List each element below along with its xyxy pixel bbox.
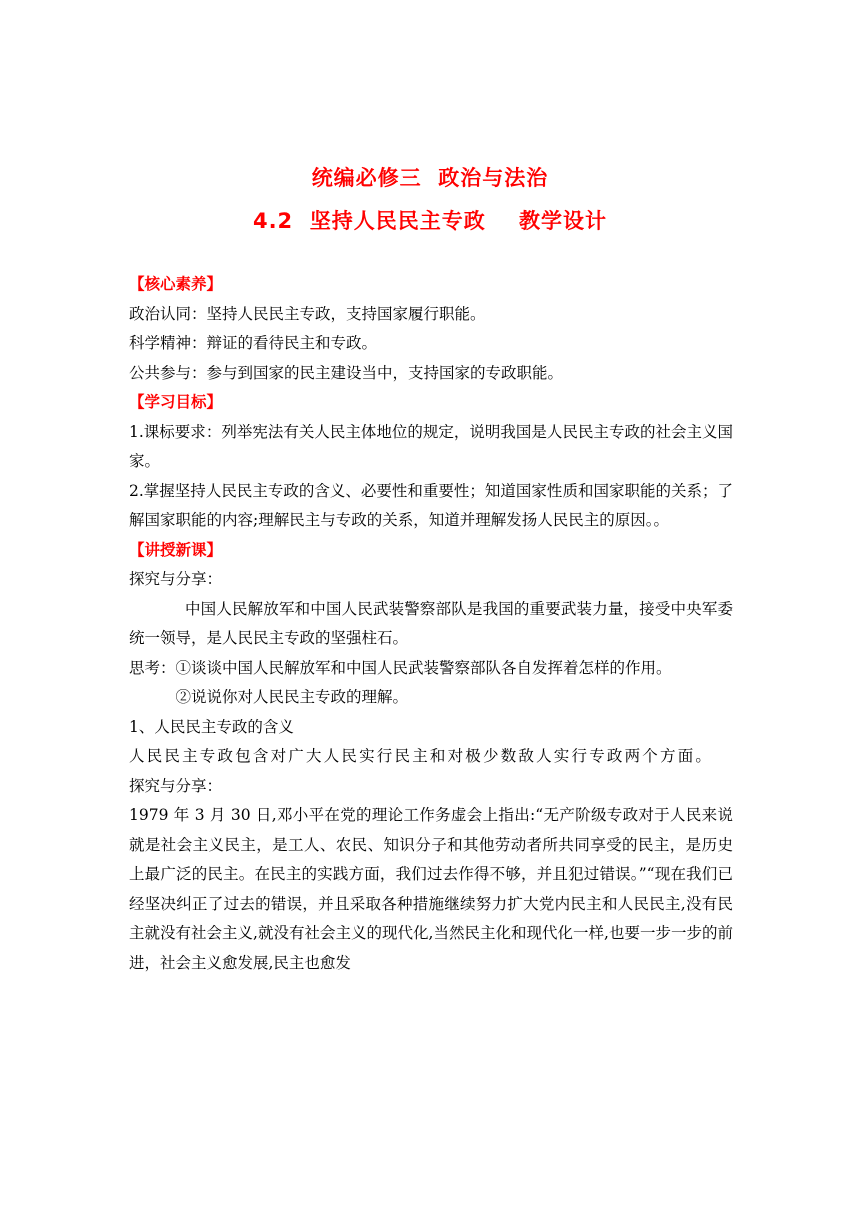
section-heading-core-literacy: 【核心素养】 — [129, 275, 223, 293]
explore-share-label: 探究与分享： — [129, 776, 223, 795]
think-question-list — [176, 654, 733, 713]
learning-goal-item: 1.课标要求：列举宪法有关人民主体地位的规定，说明我国是人民民主专政的社会主义国家。 — [129, 422, 733, 470]
section-heading-learning-goals: 【学习目标】 — [129, 393, 223, 411]
document-body — [129, 270, 733, 978]
think-questions — [129, 654, 733, 713]
learning-goal-item: 2.掌握坚持人民民主专政的含义、必要性和重要性；知道国家性质和国家职能的关系；了解国家职能的内容;理解民主与专政的关系，知道并理解发扬人民民主的原因。。 — [129, 481, 733, 529]
think-label: 思考： — [129, 658, 176, 677]
explore-share-label: 探究与分享： — [129, 570, 223, 588]
core-literacy-item: 政治认同：坚持人民民主专政，支持国家履行职能。 — [129, 304, 486, 323]
core-literacy-item: 公共参与：参与到国家的民主建设当中，支持国家的专政职能。 — [129, 363, 564, 382]
point-text: 人民民主专政包含对广大人民实行民主和对极少数敌人实行专政两个方面。 — [129, 747, 714, 765]
think-question: ②说说你对人民民主专政的理解。 — [175, 688, 409, 706]
document-subtitle: 4.2 坚持人民民主专政 教学设计 — [252, 209, 608, 233]
point-title: 1、人民民主专政的含义 — [129, 717, 294, 736]
core-literacy-item: 科学精神：辩证的看待民主和专政。 — [129, 334, 378, 352]
quote-paragraph: 1979 年 3 月 30 日,邓小平在党的理论工作务虚会上指出:“无产阶级专政对于人民来说就是社会主义民主，是工人、农民、知识分子和其他劳动者所共同享受的民主，是历史上最广泛的民主。在民主的实践方面，我们过去作得不够，并且犯过错误。”“现在我们已经坚决纠正了过去的错误，并且采取各种措施继续努力扩大党内民主和人民民主,没有民主就没有社会主义,就没有社会主义的现代化,当然民主化和现代化一样,也要一步一步的前进，社会主义愈发展,民主也愈发 — [129, 806, 733, 972]
document-title: 统编必修三 政治与法治 — [311, 166, 549, 190]
explore-share-text: 中国人民解放军和中国人民武装警察部队是我国的重要武装力量，接受中央军委统一领导，是人民民主专政的坚强柱石。 — [129, 599, 733, 647]
section-heading-new-lesson: 【讲授新课】 — [129, 540, 223, 559]
think-question: ①谈谈中国人民解放军和中国人民武装警察部队各自发挥着怎样的作用。 — [175, 658, 672, 677]
